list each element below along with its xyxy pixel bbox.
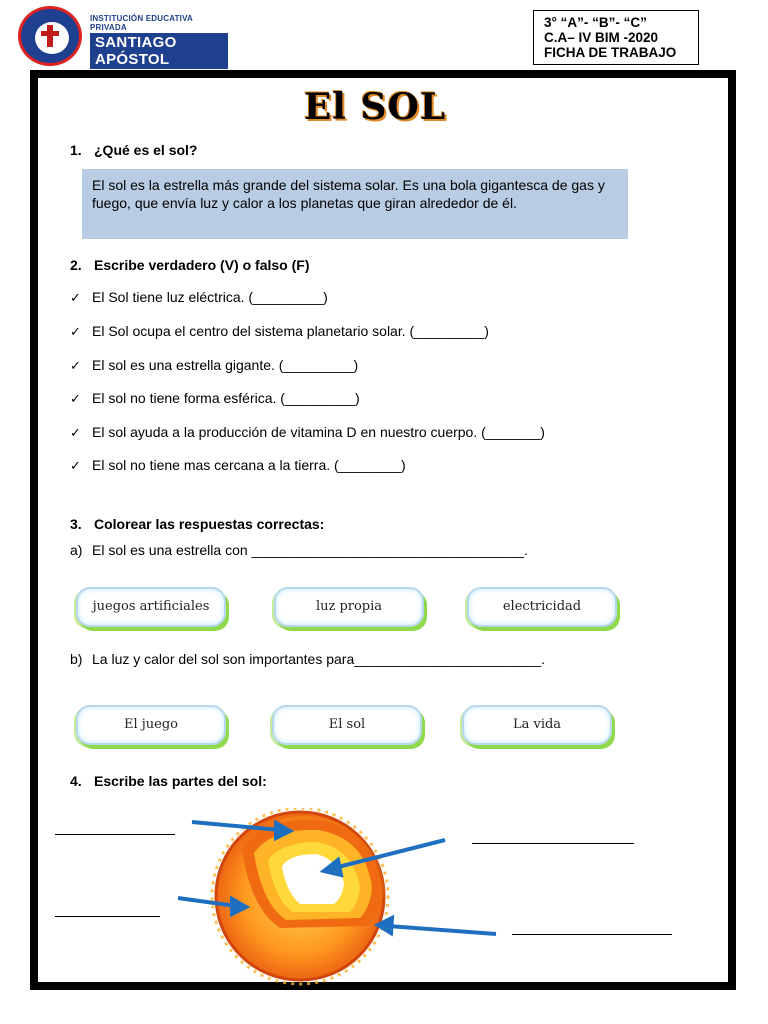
school-line1: INSTITUCIÓN EDUCATIVA PRIVADA bbox=[90, 14, 193, 32]
question-3-text: Colorear las respuestas correctas: bbox=[94, 516, 325, 532]
school-name: SANTIAGO APÓSTOL bbox=[90, 33, 228, 69]
option-pill[interactable]: luz propia bbox=[274, 587, 424, 627]
tf-item[interactable]: ✓ El sol no tiene mas cercana a la tierra. (________) bbox=[70, 457, 406, 473]
class-info-box bbox=[533, 10, 699, 65]
info-period: C.A– IV BIM -2020 bbox=[544, 30, 659, 45]
checkmark-icon: ✓ bbox=[70, 458, 81, 473]
option-pill[interactable]: La vida bbox=[462, 705, 612, 745]
question-4-text: Escribe las partes del sol: bbox=[94, 773, 267, 789]
info-grade: 3° “A”- “B”- “C” bbox=[544, 15, 647, 30]
checkmark-icon: ✓ bbox=[70, 290, 81, 305]
question-1 bbox=[70, 142, 197, 158]
tf-item[interactable]: ✓ El Sol tiene luz eléctrica. (_________) bbox=[70, 289, 328, 305]
question-3 bbox=[70, 516, 324, 532]
question-3-number: 3. bbox=[70, 516, 82, 532]
option-pill[interactable]: El juego bbox=[76, 705, 226, 745]
checkmark-icon: ✓ bbox=[70, 324, 81, 339]
question-3b-label: b) bbox=[70, 651, 83, 667]
tf-item[interactable]: ✓ El sol no tiene forma esférica. (_________) bbox=[70, 390, 360, 406]
question-2-number: 2. bbox=[70, 257, 82, 273]
question-3a-text: El sol es una estrella con ___________________________________. bbox=[92, 542, 528, 558]
page-title: El SOL bbox=[303, 86, 447, 128]
question-1-number: 1. bbox=[70, 142, 82, 158]
question-3b-text: La luz y calor del sol son importantes para________________________. bbox=[92, 651, 546, 667]
question-4 bbox=[70, 773, 267, 789]
sun-part-blank[interactable] bbox=[55, 916, 160, 917]
sun-part-blank[interactable] bbox=[512, 934, 672, 935]
school-logo bbox=[18, 4, 228, 68]
question-3a-label: a) bbox=[70, 542, 83, 558]
tf-item[interactable]: ✓ El sol ayuda a la producción de vitamina D en nuestro cuerpo. (_______) bbox=[70, 424, 545, 440]
option-pill[interactable]: electricidad bbox=[467, 587, 617, 627]
tf-item[interactable]: ✓ El Sol ocupa el centro del sistema planetario solar. (_________) bbox=[70, 323, 489, 339]
sun-cross-section-diagram bbox=[170, 808, 500, 990]
checkmark-icon: ✓ bbox=[70, 425, 81, 440]
option-pill[interactable]: El sol bbox=[272, 705, 422, 745]
school-seal-icon bbox=[18, 6, 82, 66]
arrow-icon bbox=[388, 926, 496, 934]
question-2 bbox=[70, 257, 310, 273]
checkmark-icon: ✓ bbox=[70, 391, 81, 406]
question-2-text: Escribe verdadero (V) o falso (F) bbox=[94, 257, 310, 273]
question-1-text: ¿Qué es el sol? bbox=[94, 142, 198, 158]
question-3a[interactable] bbox=[70, 542, 528, 558]
question-4-number: 4. bbox=[70, 773, 82, 789]
question-3b[interactable] bbox=[70, 651, 545, 667]
info-sheet: FICHA DE TRABAJO bbox=[544, 45, 677, 60]
question-1-answer: El sol es la estrella más grande del sistema solar. Es una bola gigantesca de gas y fuego, que envía luz y calor a los planetas que giran alrededor de él. bbox=[82, 169, 628, 239]
checkmark-icon: ✓ bbox=[70, 358, 81, 373]
option-pill[interactable]: juegos artificiales bbox=[76, 587, 226, 627]
sun-part-blank[interactable] bbox=[55, 834, 175, 835]
tf-item[interactable]: ✓ El sol es una estrella gigante. (_________) bbox=[70, 357, 359, 373]
